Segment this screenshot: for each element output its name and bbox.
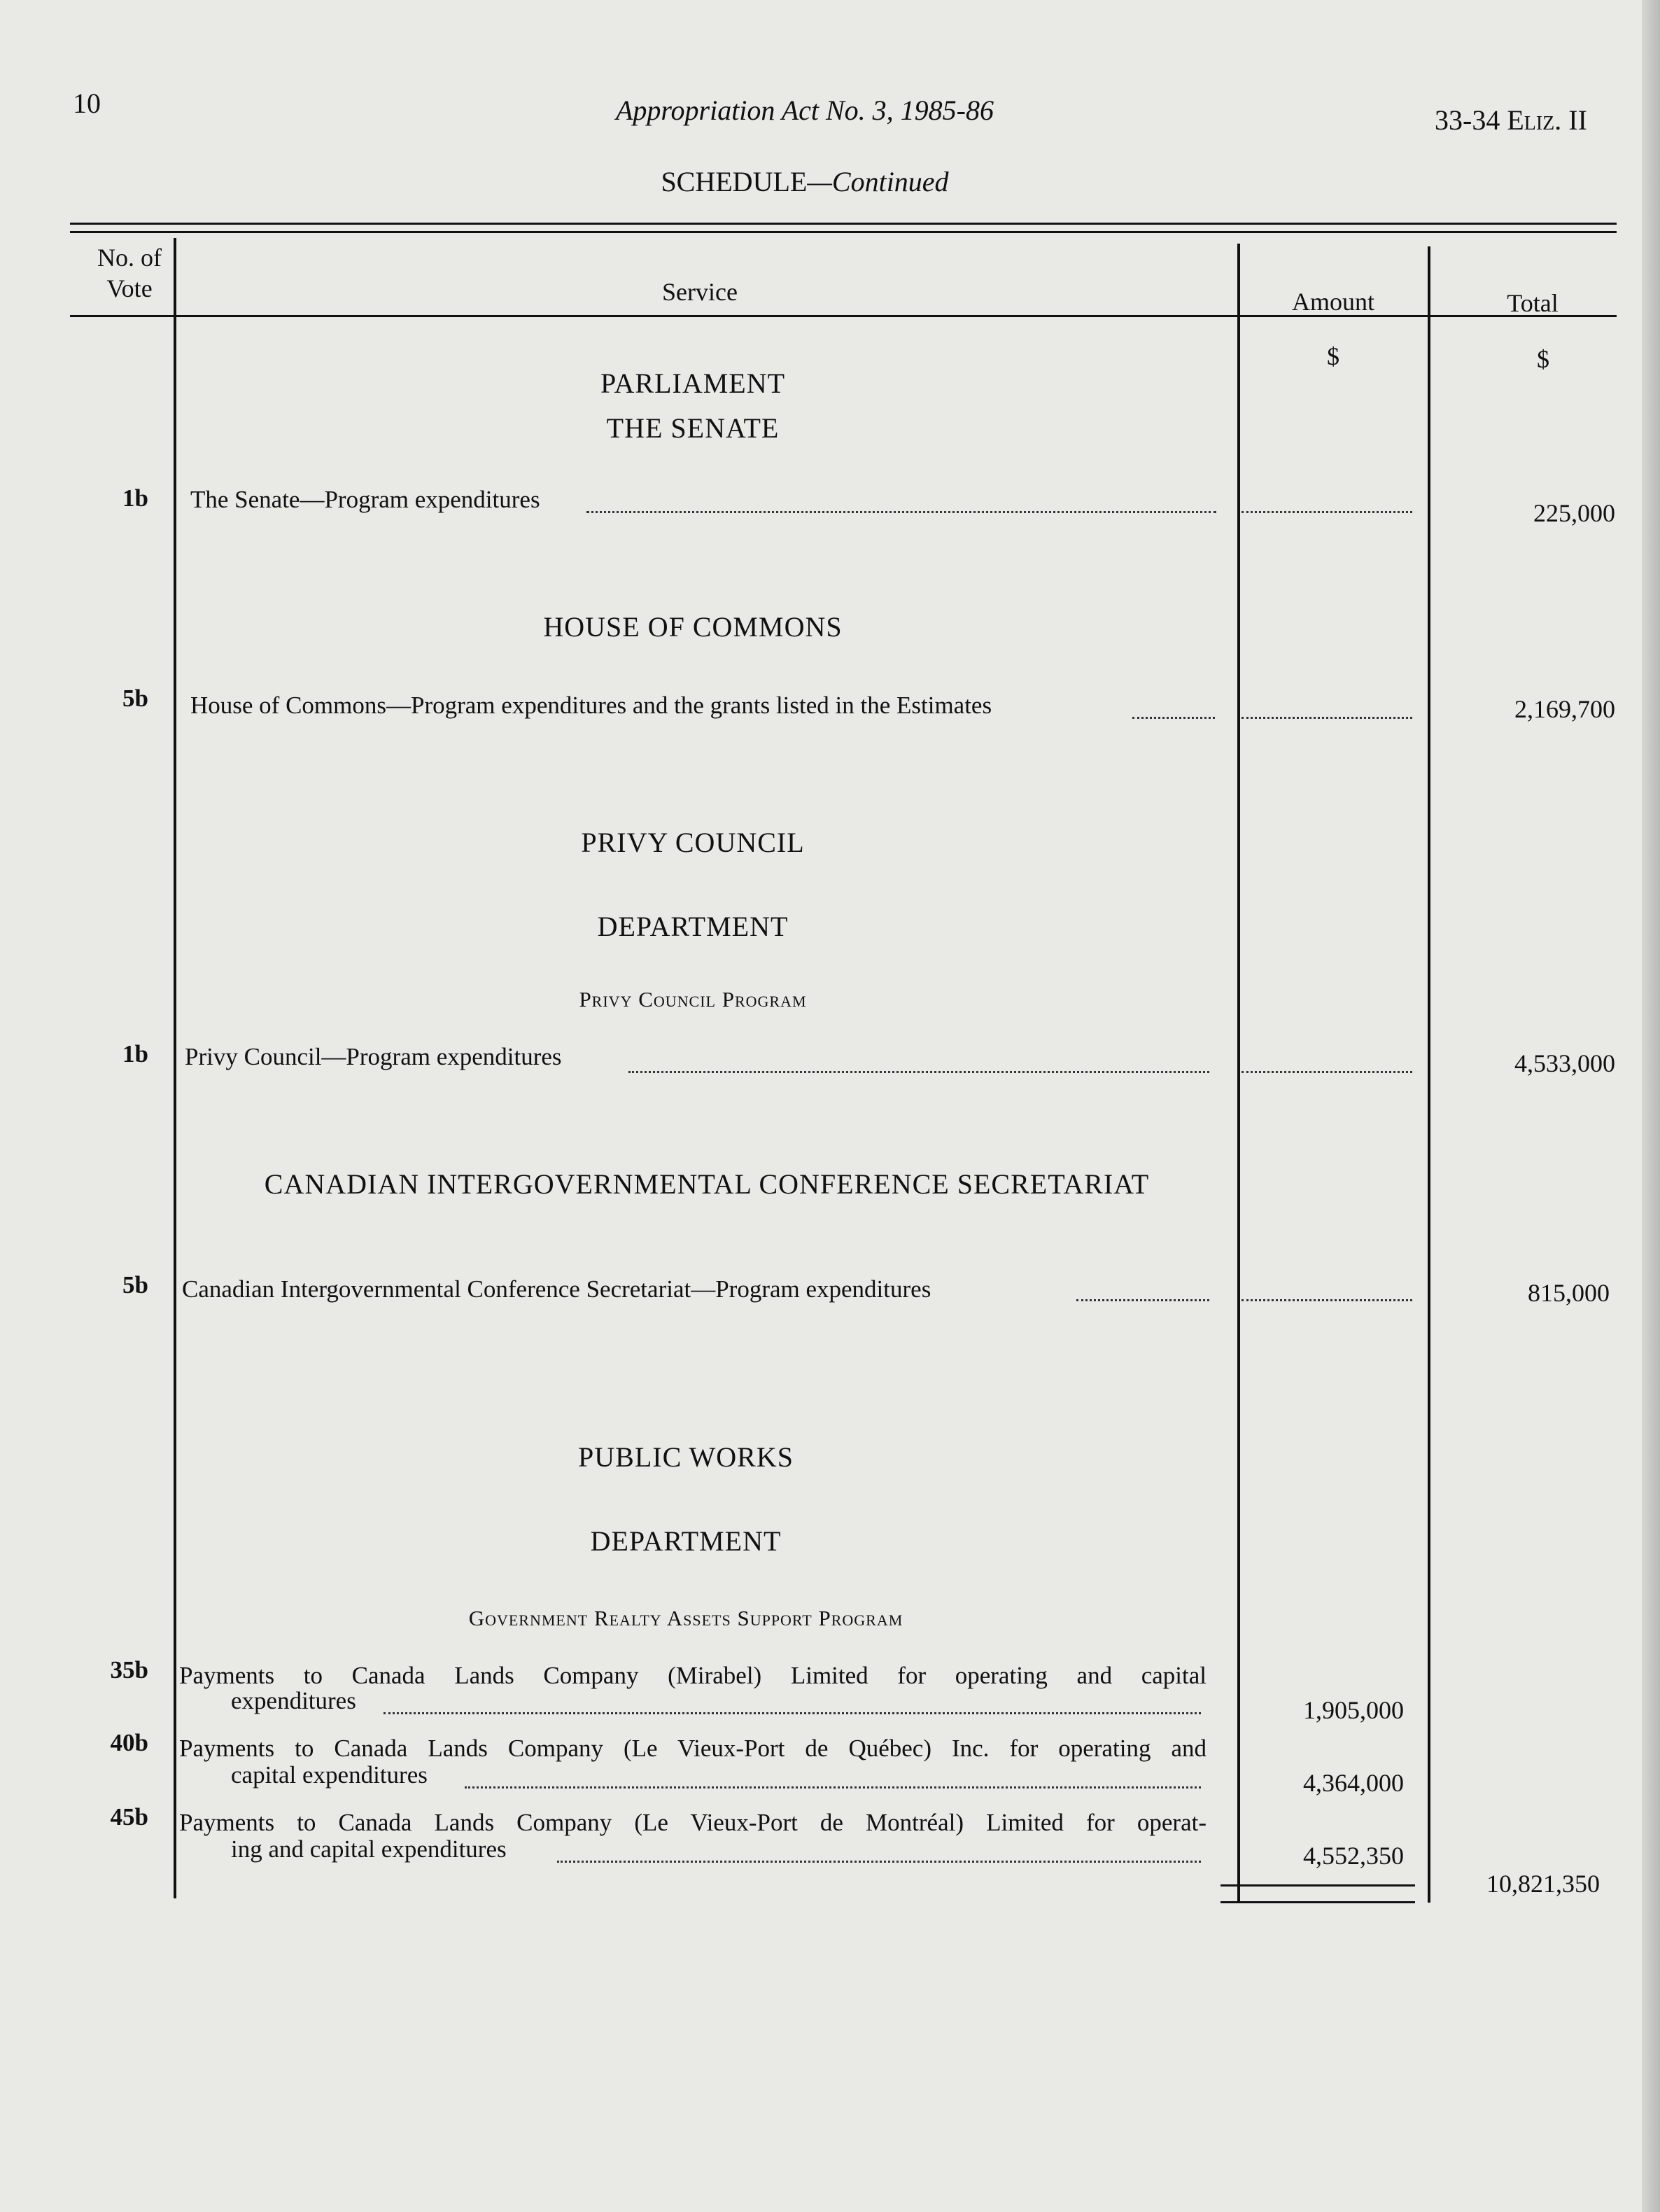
section-house-of-commons: HOUSE OF COMMONS: [543, 611, 843, 643]
service-description: Payments to Canada Lands Company (Mirabel) Limited for operating and capital: [179, 1662, 1207, 1689]
amount-sum-rule: [1221, 1884, 1415, 1886]
amount-value: 4,552,350: [1303, 1842, 1404, 1870]
service-description: The Senate—Program expenditures: [190, 486, 540, 513]
vote-number: 35b: [110, 1656, 148, 1684]
page-edge-shadow: [1642, 0, 1660, 2212]
amount-value: 1,905,000: [1303, 1696, 1404, 1724]
leader-dots: [1242, 511, 1412, 513]
leader-dots: [1132, 717, 1215, 719]
table-top-rule-1: [70, 223, 1617, 225]
section-privy-council: PRIVY COUNCIL: [581, 827, 805, 858]
program-heading: Government Realty Assets Support Program: [468, 1606, 903, 1630]
leader-dots: [384, 1712, 1201, 1714]
section-department: DEPARTMENT: [597, 911, 789, 942]
section-public-works: PUBLIC WORKS: [578, 1441, 794, 1473]
service-description-continued: expenditures: [231, 1687, 356, 1714]
amount-bottom-rule: [1221, 1901, 1415, 1903]
leader-dots: [586, 511, 1216, 513]
section-senate: THE SENATE: [606, 412, 780, 444]
program-heading: Privy Council Program: [579, 987, 807, 1011]
leader-dots: [557, 1861, 1201, 1863]
service-description: Payments to Canada Lands Company (Le Vieux-Port de Québec) Inc. for operating and: [179, 1735, 1207, 1762]
service-description: Privy Council—Program expenditures: [185, 1043, 562, 1070]
section-parliament: PARLIAMENT: [600, 368, 786, 399]
section-department: DEPARTMENT: [590, 1525, 782, 1557]
section-cics: CANADIAN INTERGOVERNMENTAL CONFERENCE SECRETARIAT: [264, 1168, 1150, 1200]
leader-dots: [465, 1786, 1201, 1788]
total-column-header: Total: [1507, 289, 1559, 317]
leader-dots: [1076, 1299, 1209, 1301]
vote-number: 5b: [122, 685, 148, 712]
total-value: 225,000: [1533, 499, 1615, 527]
regnal-year: 33-34 Eliz. II: [1435, 104, 1587, 136]
table-top-rule-2: [70, 231, 1617, 233]
vote-column-header: No. of Vote: [97, 244, 162, 302]
leader-dots: [1242, 1071, 1412, 1073]
page-title: Appropriation Act No. 3, 1985-86: [616, 94, 994, 126]
vote-column-divider: [174, 238, 176, 1898]
total-unit: $: [1537, 345, 1549, 373]
total-value: 2,169,700: [1514, 695, 1615, 723]
amount-left-divider: [1237, 244, 1240, 1903]
service-column-header: Service: [662, 278, 738, 306]
schedule-title: [490, 165, 1120, 198]
service-description-continued: capital expenditures: [231, 1761, 428, 1788]
service-description: House of Commons—Program expenditures and the grants listed in the Estimates: [190, 692, 992, 719]
schedule-title-continued: —Continued: [807, 166, 949, 197]
page-number: 10: [73, 88, 101, 119]
vote-number: 40b: [110, 1729, 148, 1756]
amount-value: 4,364,000: [1303, 1769, 1404, 1797]
amount-column-header: Amount: [1291, 288, 1374, 316]
leader-dots: [628, 1071, 1209, 1073]
leader-dots: [1242, 717, 1412, 719]
total-value: 4,533,000: [1514, 1049, 1615, 1077]
service-description-continued: ing and capital expenditures: [231, 1835, 507, 1863]
schedule-title-main: SCHEDULE: [661, 166, 808, 197]
vote-number: 45b: [110, 1803, 148, 1830]
service-description: Payments to Canada Lands Company (Le Vieux-Port de Montréal) Limited for operat-: [179, 1809, 1207, 1836]
amount-right-divider: [1428, 246, 1430, 1903]
amount-unit: $: [1327, 342, 1339, 370]
total-value: 815,000: [1528, 1279, 1610, 1307]
vote-number: 1b: [122, 484, 148, 512]
service-description: Canadian Intergovernmental Conference Secretariat—Program expenditures: [182, 1275, 931, 1303]
vote-number: 5b: [122, 1271, 148, 1298]
leader-dots: [1242, 1299, 1412, 1301]
vote-number: 1b: [122, 1040, 148, 1068]
total-value: 10,821,350: [1486, 1870, 1600, 1898]
